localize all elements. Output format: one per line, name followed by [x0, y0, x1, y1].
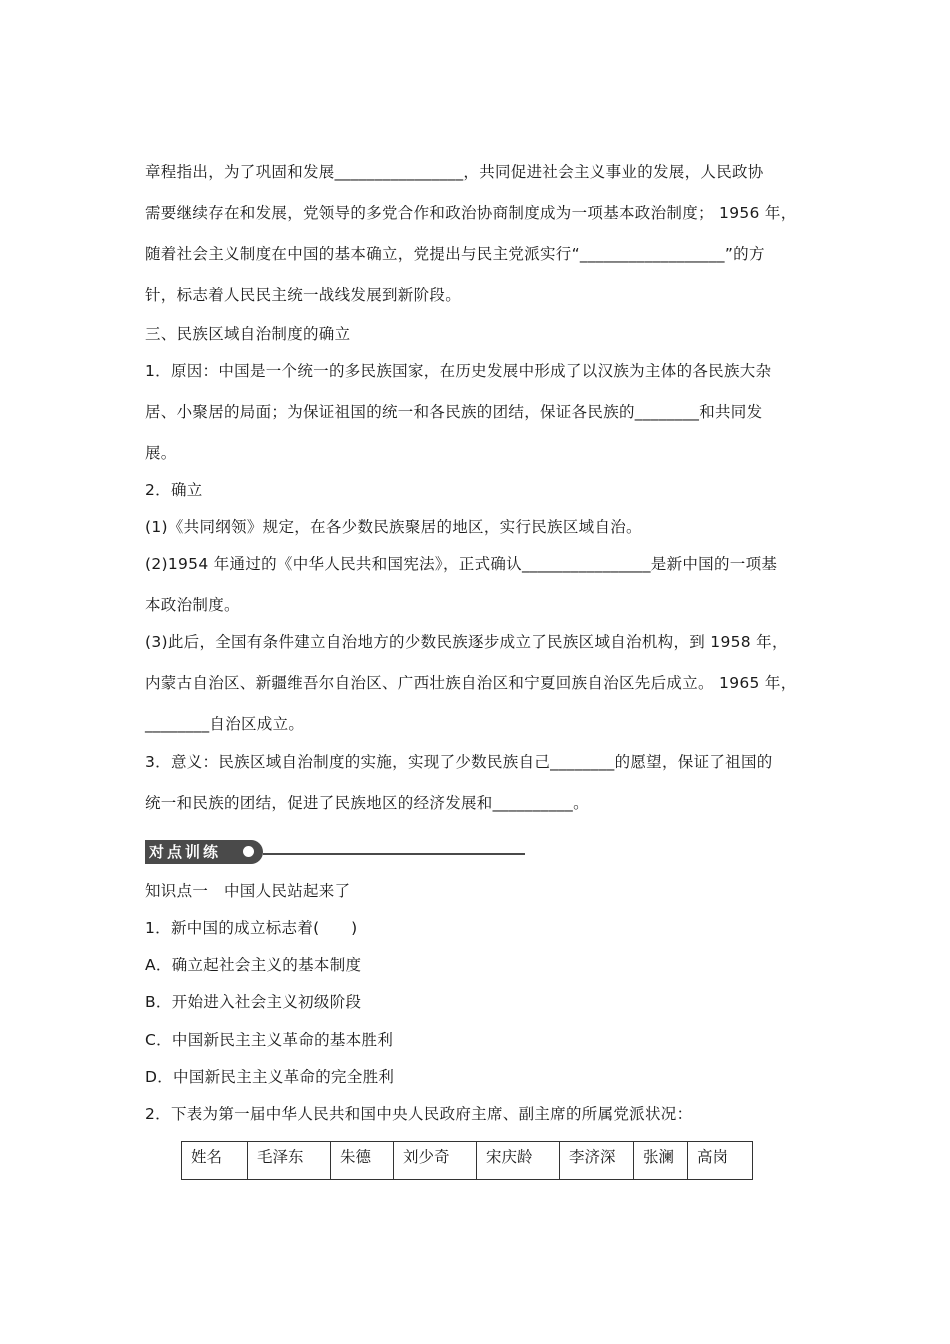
paragraph-line: 本政治制度。: [145, 596, 240, 614]
table-cell: 刘少奇: [394, 1142, 477, 1180]
paragraph-line: (3)此后，全国有条件建立自治地方的少数民族逐步成立了民族区域自治机构，到 1958 年，: [145, 633, 788, 651]
paragraph-line: 统一和民族的团结，促进了民族地区的经济发展和__________。: [145, 794, 589, 812]
table-row: [182, 1142, 753, 1180]
table-cell: 高岗: [688, 1142, 753, 1180]
answer-option: A．确立起社会主义的基本制度: [145, 956, 362, 974]
banner-label: 对点训练: [145, 840, 263, 864]
table-cell: 朱德: [331, 1142, 394, 1180]
paragraph-line: 居、小聚居的局面；为保证祖国的统一和各民族的团结，保证各民族的________和共同发: [145, 403, 763, 421]
paragraph-line: (1)《共同纲领》规定，在各少数民族聚居的地区，实行民族区域自治。: [145, 518, 642, 536]
table-cell: 姓名: [182, 1142, 248, 1180]
paragraph-line: 内蒙古自治区、新疆维吾尔自治区、广西壮族自治区和宁夏回族自治区先后成立。 1965 年，: [145, 674, 797, 692]
table-cell: 宋庆龄: [477, 1142, 560, 1180]
table-cell: 张澜: [634, 1142, 688, 1180]
section-heading: 三、民族区域自治制度的确立: [145, 325, 351, 343]
party-table: [181, 1141, 753, 1180]
paragraph-line: 展。: [145, 444, 177, 462]
paragraph-line: (2)1954 年通过的《中华人民共和国宪法》，正式确认________________是新中国的一项基: [145, 555, 778, 573]
paragraph-line: 针，标志着人民民主统一战线发展到新阶段。: [145, 286, 462, 304]
paragraph-line: 1．原因：中国是一个统一的多民族国家，在历史发展中形成了以汉族为主体的各民族大杂: [145, 362, 772, 380]
table-cell: 毛泽东: [248, 1142, 331, 1180]
answer-option: D．中国新民主主义革命的完全胜利: [145, 1068, 395, 1086]
banner-rule: [263, 853, 525, 855]
paragraph-line: 2．确立: [145, 481, 203, 499]
answer-option: C．中国新民主主义革命的基本胜利: [145, 1031, 394, 1049]
question-stem: 1．新中国的成立标志着( ): [145, 919, 358, 937]
table-cell: 李济深: [560, 1142, 634, 1180]
question-stem: 2．下表为第一届中华人民共和国中央人民政府主席、副主席的所属党派状况：: [145, 1105, 693, 1123]
knowledge-point-heading: 知识点一 中国人民站起来了: [145, 882, 351, 900]
paragraph-line: 3．意义：民族区域自治制度的实施，实现了少数民族自己________的愿望，保证了祖国的: [145, 753, 773, 771]
paragraph-line: ________自治区成立。: [145, 715, 305, 733]
paragraph-line: 随着社会主义制度在中国的基本确立，党提出与民主党派实行“__________________”的方: [145, 245, 765, 263]
paragraph-line: 章程指出，为了巩固和发展________________，共同促进社会主义事业的发展，人民政协: [145, 163, 764, 181]
answer-option: B．开始进入社会主义初级阶段: [145, 993, 362, 1011]
section-banner: [145, 840, 525, 864]
bullet-dot-icon: [243, 846, 254, 857]
paragraph-line: 需要继续存在和发展，党领导的多党合作和政治协商制度成为一项基本政治制度； 1956 年，: [145, 204, 797, 222]
